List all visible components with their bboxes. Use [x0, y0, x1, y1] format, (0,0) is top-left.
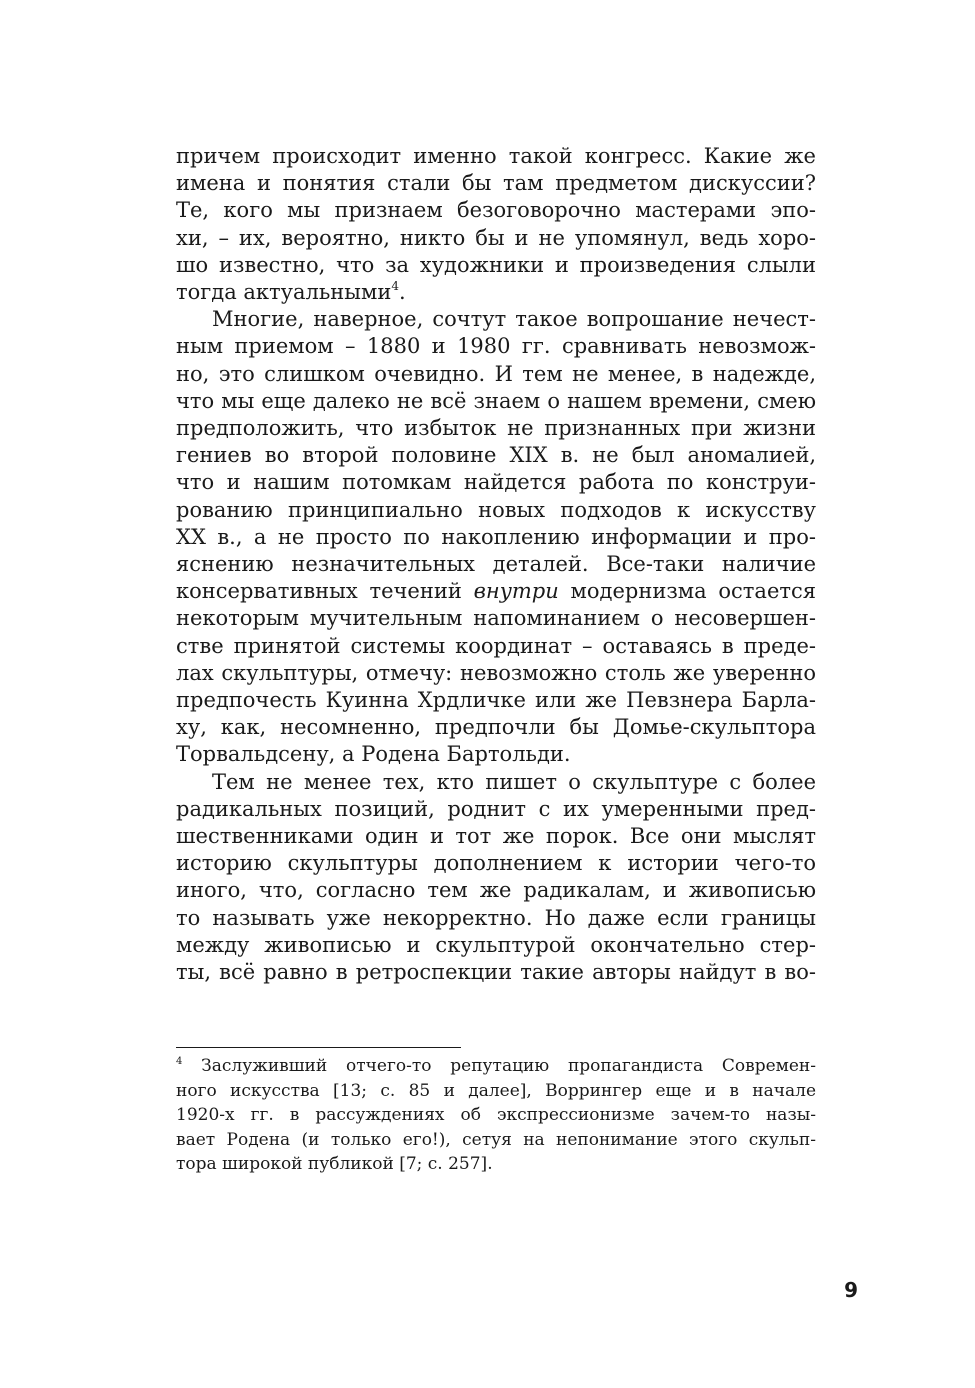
- paragraph-2: [176, 306, 816, 768]
- text-line: ным приемом – 1880 и 1980 гг. сравнивать невозмож-: [176, 334, 816, 359]
- text-fragment: консервативных течений: [176, 579, 474, 604]
- text-line: шо известно, что за художники и произведения слыли: [176, 252, 816, 277]
- text-line: историю скульптуры дополнением к истории чего-то: [176, 851, 816, 876]
- footnote-line: 1920-х гг. в рассуждениях об экспрессионизме зачем-то назы-: [176, 1105, 816, 1125]
- text-line: [176, 578, 816, 605]
- text-line: ты, всё равно в ретроспекции такие авторы найдут в во-: [176, 960, 816, 985]
- emphasis-word: внутри: [473, 579, 559, 604]
- paragraph-1: [176, 143, 816, 306]
- footnote-line: [176, 1054, 816, 1079]
- text-line: Торвальдсену, а Родена Бартольди.: [176, 742, 571, 767]
- text-line: [176, 279, 816, 306]
- footnote-marker: 4: [176, 1056, 183, 1067]
- footnotes: [176, 1054, 816, 1177]
- text-line: шественниками один и тот же порок. Все они мыслят: [176, 824, 816, 849]
- text-line: то называть уже некорректно. Но даже если границы: [176, 905, 816, 930]
- text-line: имена и понятия стали бы там предметом дискуссии?: [176, 171, 816, 196]
- text-line: стве принятой системы координат – оставаясь в преде-: [176, 633, 816, 658]
- paragraph-3: [176, 769, 816, 987]
- footnote-divider: [176, 1047, 461, 1048]
- text-line: между живописью и скульптурой окончательно стер-: [176, 932, 816, 957]
- text-line: что и нашим потомкам найдется работа по конструи-: [176, 470, 816, 495]
- text-line: причем происходит именно такой конгресс. Какие же: [176, 144, 816, 168]
- text-fragment: тогда актуальными: [176, 280, 392, 305]
- text-line: что мы еще далеко не всё знаем о нашем времени, смею: [176, 388, 816, 413]
- text-line: Тем не менее тех, кто пишет о скульптуре с более: [212, 769, 816, 794]
- footnote-line: вает Родена (и только его!), сетуя на непонимание этого скульп-: [176, 1129, 816, 1150]
- footnote-line: ного искусства [13; с. 85 и далее], Воррингер еще и в начале: [176, 1080, 816, 1101]
- text-fragment: .: [398, 280, 406, 305]
- text-line: рованию принципиально новых подходов к искусству: [176, 497, 816, 522]
- text-line: хи, – их, вероятно, никто бы и не упомянул, ведь хоро-: [176, 225, 816, 250]
- text-line: некоторым мучительным напоминанием о несовершен-: [176, 606, 816, 631]
- main-text: [176, 143, 816, 986]
- text-line: иного, что, согласно тем же радикалам, и живописью: [176, 878, 816, 903]
- text-line: лах скульптуры, отмечу: невозможно столь же уверенно: [176, 660, 816, 685]
- text-line: радикальных позиций, роднит с их умеренными пред-: [176, 796, 816, 821]
- text-line: Те, кого мы признаем безоговорочно мастерами эпо-: [176, 198, 816, 223]
- footnote-reference[interactable]: 4: [391, 279, 399, 294]
- text-line: но, это слишком очевидно. И тем не менее, в надежде,: [176, 361, 816, 386]
- text-line: Многие, наверное, сочтут такое вопрошание нечест-: [212, 307, 816, 332]
- text-fragment: Заслуживший отчего-то репутацию пропагандиста Современ-: [182, 1056, 816, 1076]
- text-line: яснению незначительных деталей. Все-таки наличие: [176, 552, 816, 577]
- text-line: гениев во второй половине XIX в. не был аномалией,: [176, 443, 816, 468]
- text-line: ху, как, несомненно, предпочли бы Домье-скульптора: [176, 715, 816, 740]
- text-line: XX в., а не просто по накоплению информации и про-: [176, 524, 816, 549]
- footnote-line: тора широкой публикой [7; с. 257].: [176, 1154, 493, 1174]
- page-number: 9: [844, 1278, 858, 1302]
- text-fragment: модернизма остается: [558, 579, 816, 604]
- text-line: предпочесть Куинна Хрдличке или же Певзнера Барла-: [176, 688, 816, 713]
- footnote-4: [176, 1054, 816, 1177]
- text-line: предположить, что избыток не признанных при жизни: [176, 416, 816, 441]
